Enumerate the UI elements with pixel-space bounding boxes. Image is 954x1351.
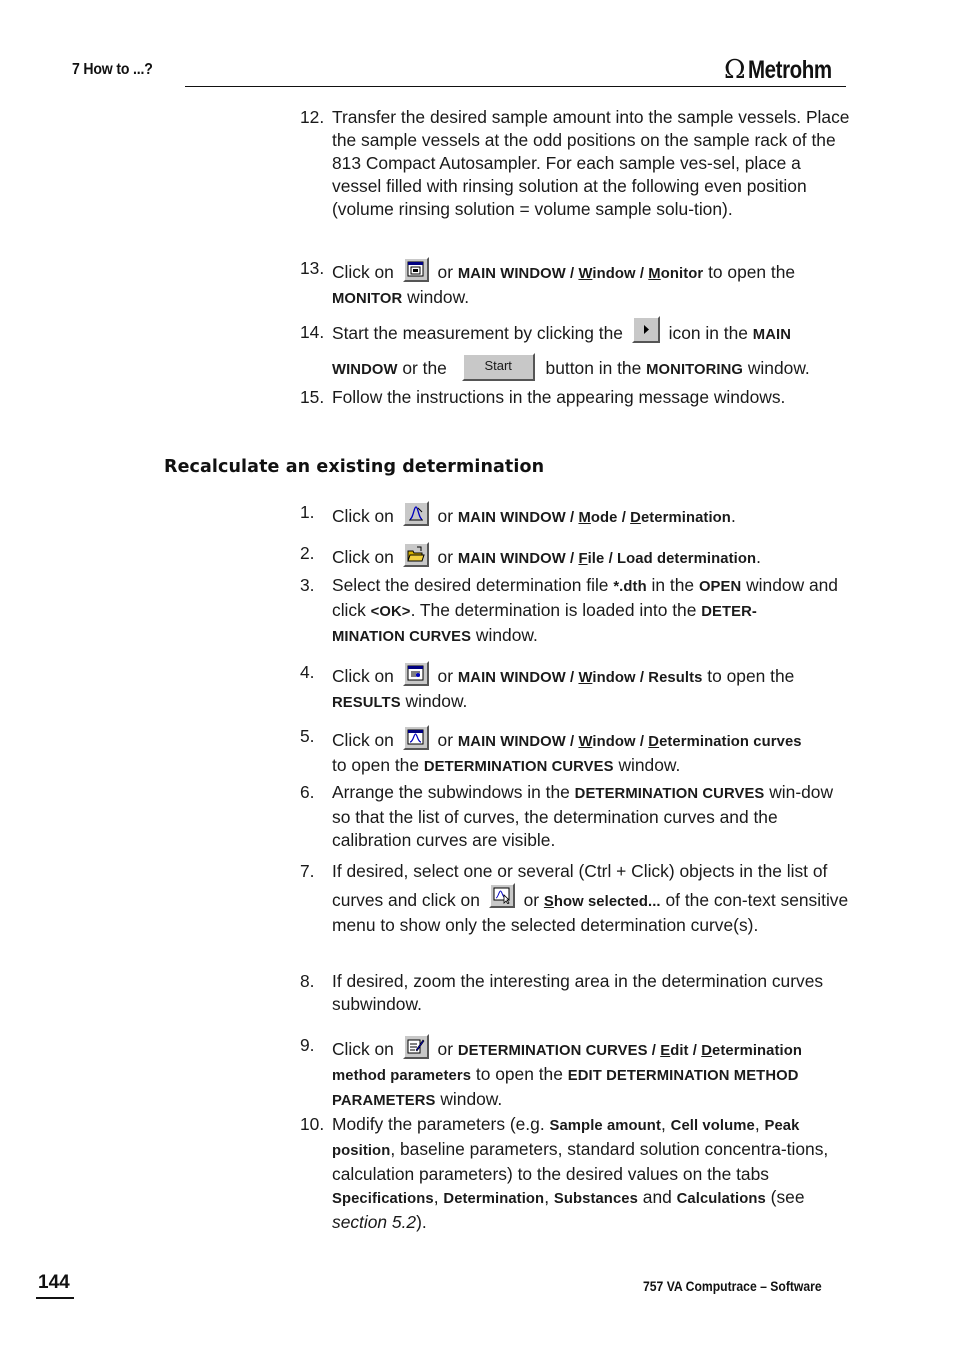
determination-mode-icon[interactable] [403,501,429,526]
step-1: 1. Click on or MAIN WINDOW / Mode / Determination. [300,502,736,526]
step-14: 14. Start the measurement by clicking the icon in the MAIN WINDOW or the Start button in the MONITORING window. [300,321,850,392]
omega-icon: Ω [724,55,746,85]
step-4: 4. Click on or MAIN WINDOW / Window / Results to open the RESULTS window. [300,662,795,711]
footer-rule [36,1297,74,1299]
step-15: 15. Follow the instructions in the appearing message windows. [300,387,786,407]
step-9: 9. Click on or DETERMINATION CURVES / Edit / Determination method parameters to open the EDIT DETERMINATION METHOD PARAMETERS window. [300,1035,803,1109]
results-window-icon[interactable] [403,661,429,686]
step-13: 13. Click on or MAIN WINDOW / Window / Monitor to open the MONITOR window. [300,258,796,307]
start-button[interactable]: Start [462,353,535,381]
edit-parameters-icon[interactable] [403,1034,429,1059]
start-measurement-icon[interactable] [632,316,660,343]
metrohm-logo [724,55,850,85]
header-rule [185,86,846,87]
section-heading: Recalculate an existing determination [164,457,545,477]
footer-title: 757 VA Computrace – Software [643,1278,822,1294]
open-folder-icon[interactable] [403,542,429,567]
step-10: 10. Modify the parameters (e.g. Sample amount, Cell volume, Peak position, baseline parameters, standard solution concentra-tions, calculation parameters) to the desired values on the tabs Specifications, Determination, Substances and Calculations (see section 5.2). [300,1114,829,1232]
show-selected-icon[interactable] [489,883,515,908]
monitor-window-icon[interactable] [403,257,429,282]
step-5: 5. Click on or MAIN WINDOW / Window / Determination curves to open the DETERMINATION CURVES window. [300,726,802,775]
step-6: 6. Arrange the subwindows in the DETERMINATION CURVES win-dow so that the list of curves, the determination curves and the calibration curves are visible. [300,782,834,850]
determination-curves-icon[interactable] [403,725,429,750]
chapter-heading: 7 How to ...? [72,61,153,78]
step-2: 2. Click on or MAIN WINDOW / File / Load determination. [300,543,761,567]
step-3: 3. Select the desired determination file *.dth in the OPEN window and click <OK>. The determination is loaded into the DETER- MINATION CURVES window. [300,575,838,645]
step-7: 7. If desired, select one or several (Ctrl + Click) objects in the list of curves and click on or Show selected... of the con-text sensitive menu to show only the selected determination curve(s). [300,861,849,935]
page-number: 144 [38,1272,70,1293]
step-8: 8. If desired, zoom the interesting area in the determination curves subwindow. [300,971,824,1014]
brand-name: Metrohm [747,55,832,84]
step-12: 12. Transfer the desired sample amount into the sample vessels. Place the sample vessels at the odd positions on the sample rack of the 813 Compact Autosampler. For each sample ves-sel, place a vessel filled with rinsing solution at the following even position (volume rinsing solution = volume sample solu-tion). [300,107,850,219]
